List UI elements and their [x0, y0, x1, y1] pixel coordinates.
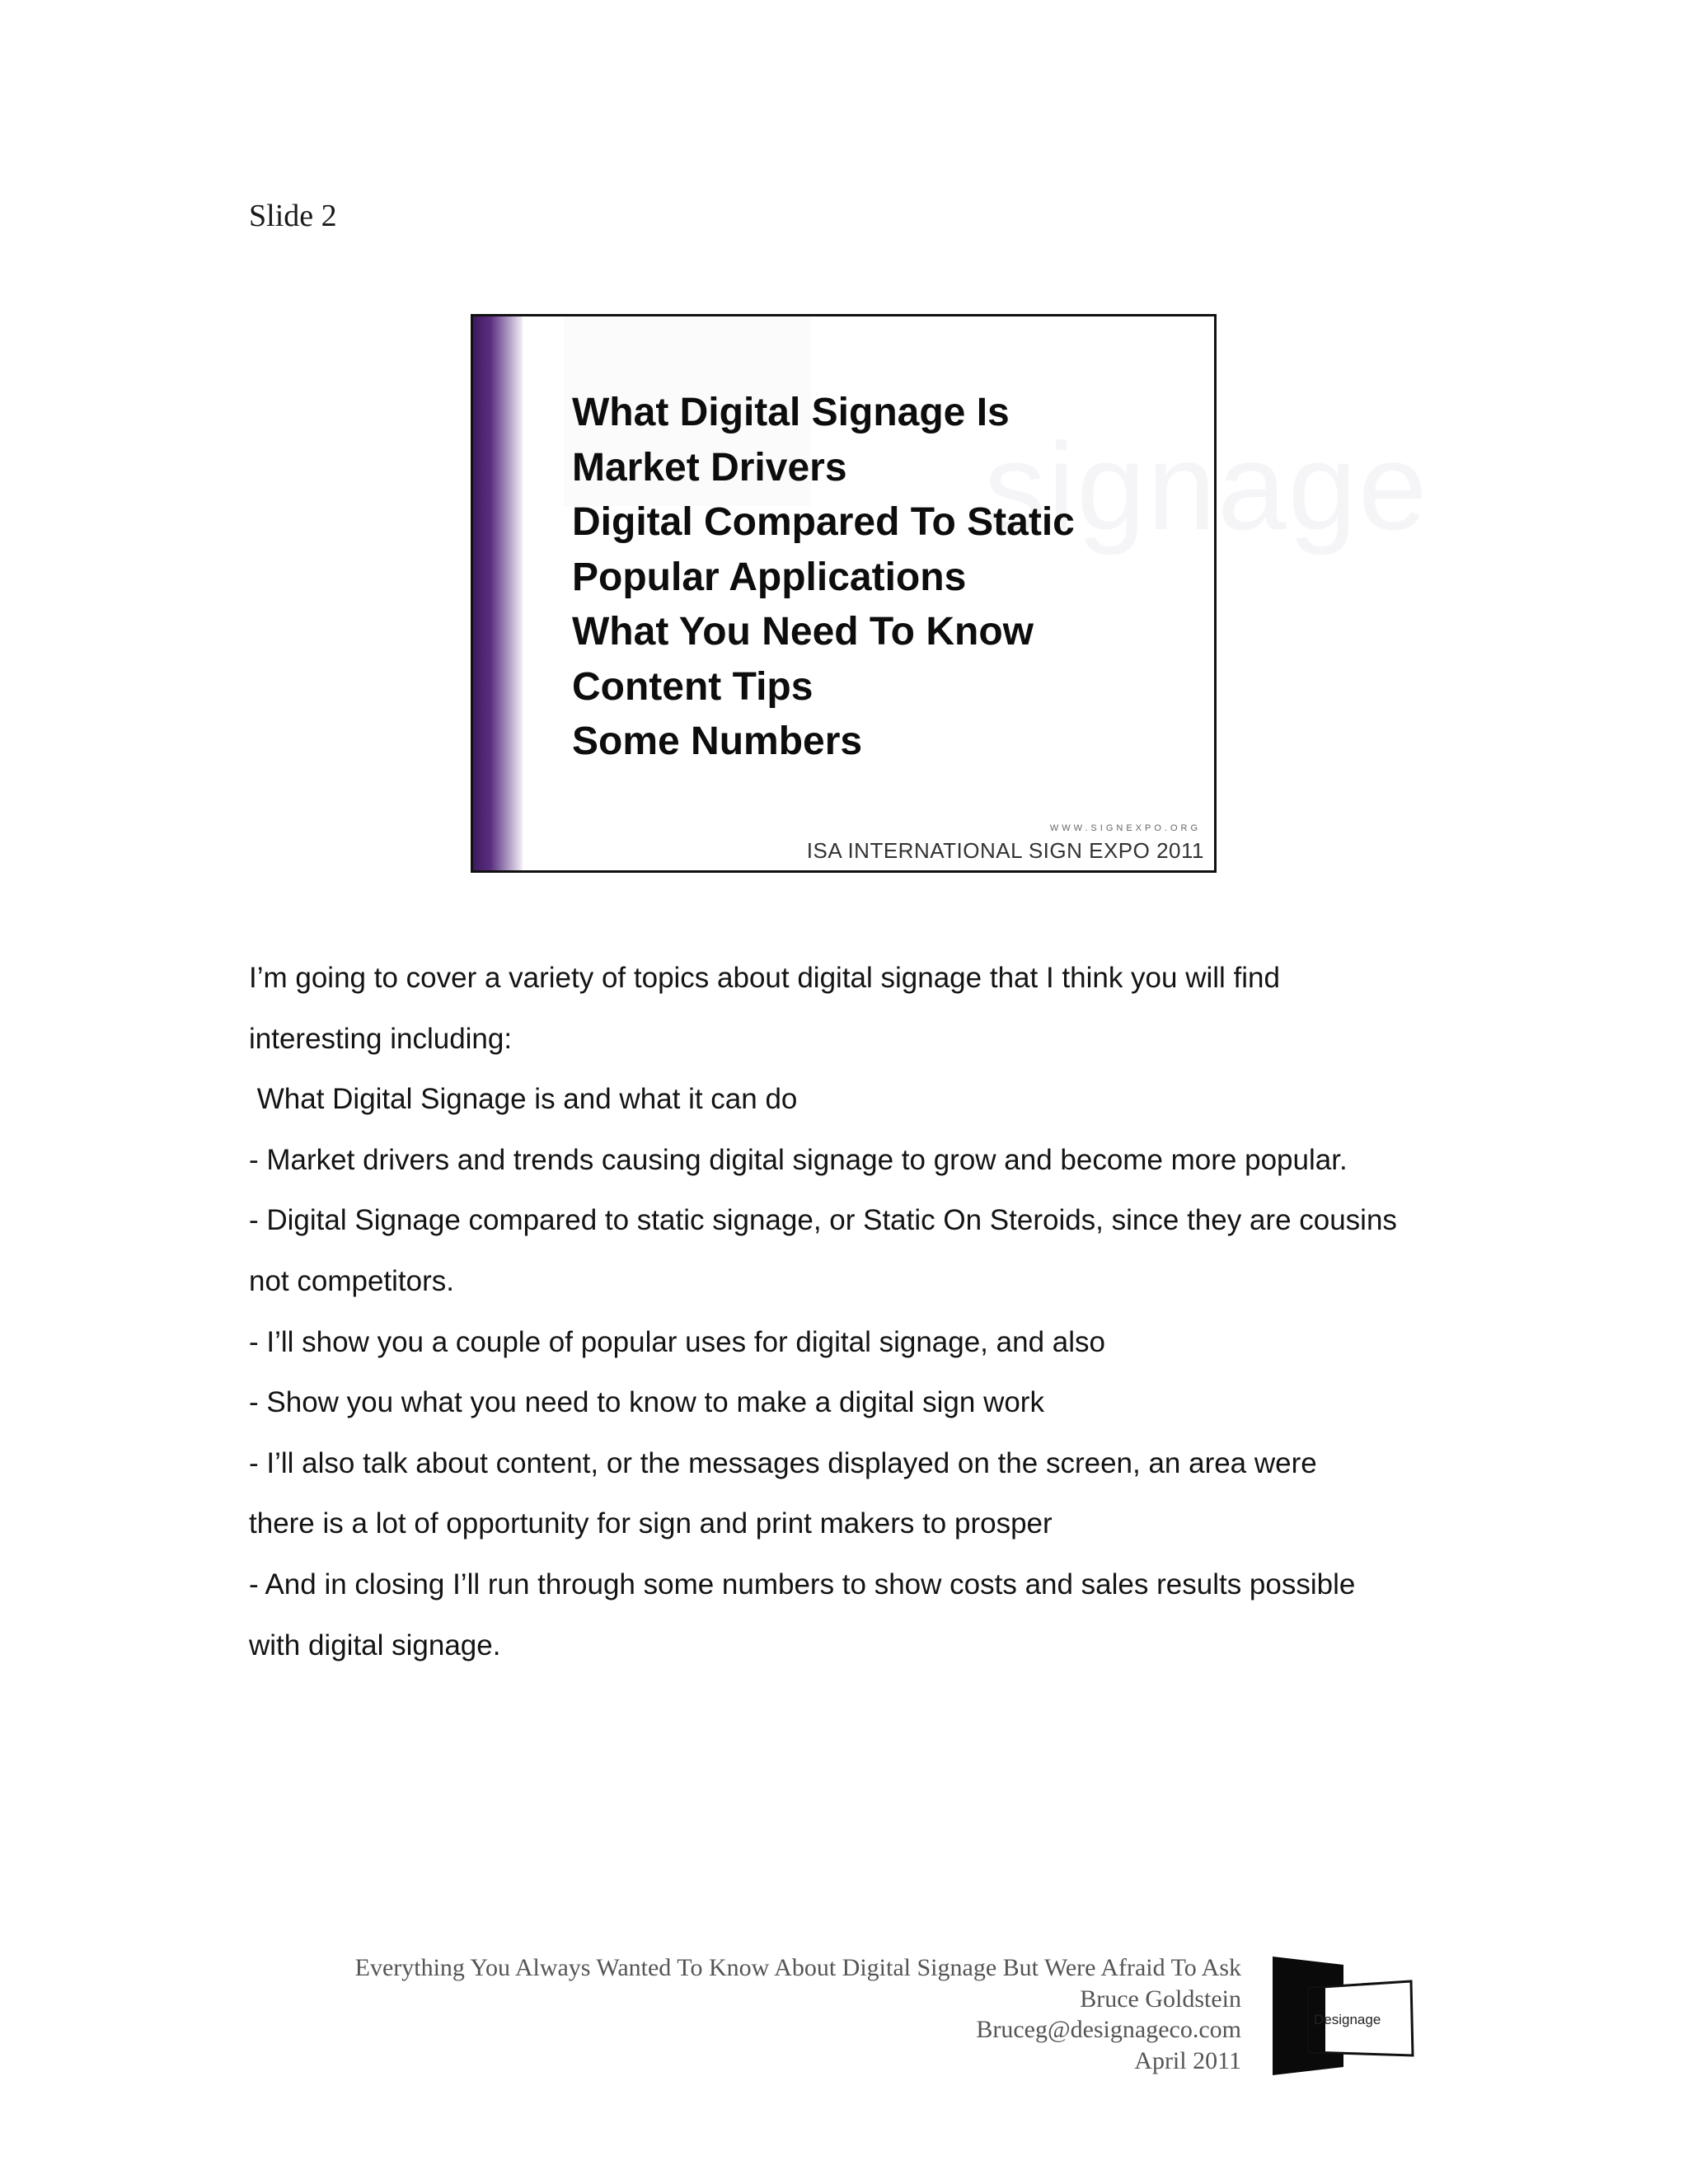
notes-line: - I’ll also talk about content, or the messages displayed on the screen, an area were: [249, 1446, 1317, 1479]
notes-line: with digital signage.: [249, 1629, 501, 1661]
slide-topic-item: Market Drivers: [572, 445, 847, 490]
slide-label: Slide 2: [249, 199, 337, 233]
slide-topic-item: Content Tips: [572, 664, 814, 709]
footer-credit: [355, 1952, 1241, 2076]
slide-thumbnail: [471, 314, 1429, 873]
notes-line: not competitors.: [249, 1264, 454, 1297]
designage-logo: [1271, 1955, 1416, 2077]
logo-text: Designage: [1314, 2012, 1381, 2027]
footer-date: April 2011: [1134, 2046, 1241, 2074]
notes-line: - Digital Signage compared to static signage, or Static On Steroids, since they are cousins: [249, 1204, 1397, 1237]
slide-topic-item: What You Need To Know: [572, 610, 1034, 654]
notes-line: there is a lot of opportunity for sign and print makers to prosper: [249, 1507, 1053, 1540]
footer-author: Bruce Goldstein: [1080, 1985, 1241, 2013]
notes-line: interesting including:: [249, 1022, 513, 1055]
notes-line: I’m going to cover a variety of topics about digital signage that I think you will find: [249, 962, 1280, 994]
slide-topic-item: Digital Compared To Static: [572, 500, 1075, 544]
notes-line: - Market drivers and trends causing digital signage to grow and become more popular.: [249, 1143, 1348, 1176]
slide-accent-bar: [473, 316, 523, 870]
footer-title: Everything You Always Wanted To Know About Digital Signage But Were Afraid To Ask: [354, 1954, 1241, 1981]
slide-event-name: ISA INTERNATIONAL SIGN EXPO 2011: [806, 838, 1204, 863]
slide-topic-item: Some Numbers: [572, 719, 863, 763]
slide-topic-item: Popular Applications: [572, 555, 967, 599]
notes-line: - I’ll show you a couple of popular uses for digital signage, and also: [249, 1325, 1105, 1358]
footer-email: Bruceg@designageco.com: [976, 2016, 1241, 2043]
notes-line: - And in closing I’ll run through some numbers to show costs and sales results possible: [249, 1568, 1356, 1601]
slide-watermark: signage: [984, 417, 1429, 555]
notes-line: - Show you what you need to know to make a digital sign work: [249, 1386, 1044, 1419]
speaker-notes: [249, 948, 1452, 1675]
slide-url: WWW.SIGNEXPO.ORG: [1049, 823, 1201, 833]
slide-topic-list: [572, 386, 1075, 770]
notes-line: What Digital Signage is and what it can do: [249, 1083, 798, 1116]
slide-topic-item: What Digital Signage Is: [572, 391, 1010, 434]
